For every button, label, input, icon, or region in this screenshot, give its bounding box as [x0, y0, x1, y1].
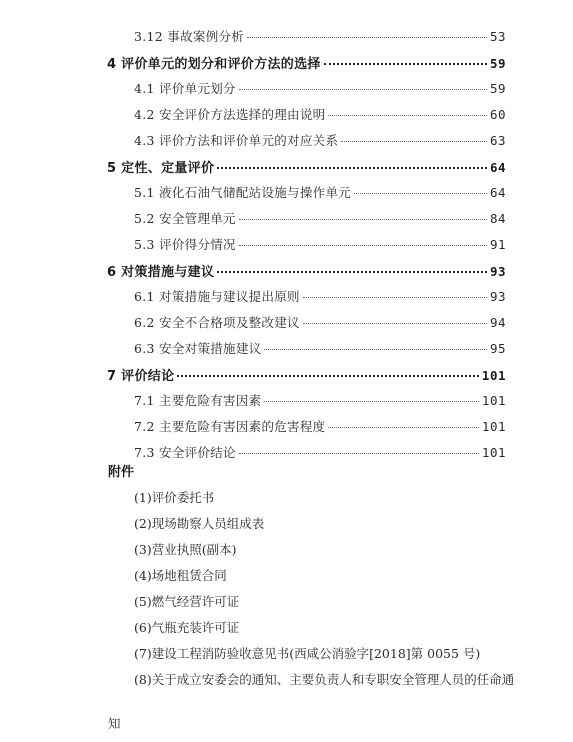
- toc-chapter-7: [107, 365, 506, 387]
- toc-chapter-4: [107, 53, 506, 75]
- toc-entry-label: 6.2 安全不合格项及整改建议: [134, 315, 300, 330]
- appendix-item: (2)现场勘察人员组成表: [134, 516, 265, 531]
- appendix-item: (1)评价委托书: [134, 490, 215, 505]
- appendix-item: (7)建设工程消防验收意见书(西咸公消验字[2018]第 0055 号): [134, 646, 481, 661]
- appendix-item: (4)场地租赁合同: [134, 568, 227, 583]
- toc-entry-page: 95: [489, 341, 506, 356]
- toc-chapter-page: 101: [481, 368, 506, 383]
- dot-leader: [239, 245, 487, 246]
- toc-entry-page: 60: [489, 107, 506, 122]
- dot-leader: [239, 453, 479, 454]
- toc-entry-4-1: [134, 79, 506, 101]
- toc-chapter-label: 6 对策措施与建议: [107, 265, 215, 280]
- dot-leader: [328, 427, 478, 428]
- toc-chapter-label: 5 定性、定量评价: [107, 161, 215, 176]
- toc-entry-label: 5.2 安全管理单元: [134, 211, 236, 226]
- toc-entry-4-2: [134, 105, 506, 127]
- dot-leader: [303, 297, 487, 298]
- toc-entry-page: 63: [489, 133, 506, 148]
- toc-entry-7-3: [134, 443, 506, 465]
- toc-entry-6-2: [134, 313, 506, 335]
- toc-entry-page: 64: [489, 185, 506, 200]
- toc-entry-6-1: [134, 287, 506, 309]
- toc-entry-label: 4.2 安全评价方法选择的理由说明: [134, 107, 326, 122]
- toc-entry-page: 91: [489, 237, 506, 252]
- toc-chapter-label: 7 评价结论: [107, 369, 175, 384]
- dot-leader: [217, 167, 487, 169]
- appendix-heading: 附件: [108, 465, 135, 480]
- toc-entry-page: 53: [489, 29, 506, 44]
- dot-leader: [247, 37, 487, 38]
- toc-entry-5-1: [134, 183, 506, 205]
- toc-entry-5-3: [134, 235, 506, 257]
- toc-entry-page: 101: [481, 419, 506, 434]
- toc-entry-page: 93: [489, 289, 506, 304]
- dot-leader: [239, 89, 487, 90]
- appendix-item: (6)气瓶充装许可证: [134, 620, 240, 635]
- toc-entry-label: 5.3 评价得分情况: [134, 237, 236, 252]
- toc-entry-7-2: [134, 417, 506, 439]
- toc-chapter-page: 59: [489, 56, 506, 71]
- dot-leader: [264, 401, 478, 402]
- appendix-item-continuation: 知: [108, 716, 121, 731]
- toc-entry-label: 7.2 主要危险有害因素的危害程度: [134, 419, 326, 434]
- toc-entry-page: 84: [489, 211, 506, 226]
- dot-leader: [264, 349, 486, 350]
- toc-chapter-label: 4 评价单元的划分和评价方法的选择: [107, 57, 321, 72]
- toc-entry-label: 6.1 对策措施与建议提出原则: [134, 289, 300, 304]
- toc-entry-page: 101: [481, 445, 506, 460]
- appendix-item: (8)关于成立安委会的通知、主要负责人和专职安全管理人员的任命通: [134, 672, 515, 687]
- dot-leader: [328, 115, 486, 116]
- toc-entry-label: 4.3 评价方法和评价单元的对应关系: [134, 133, 339, 148]
- toc-entry-label: 6.3 安全对策措施建议: [134, 341, 262, 356]
- toc-entry-6-3: [134, 339, 506, 361]
- dot-leader: [341, 141, 487, 142]
- toc-entry-page: 101: [481, 393, 506, 408]
- appendix-item: (3)营业执照(副本): [134, 542, 237, 557]
- toc-entry-5-2: [134, 209, 506, 231]
- toc-chapter-page: 93: [489, 264, 506, 279]
- dot-leader: [217, 271, 487, 273]
- toc-entry-label: 4.1 评价单元划分: [134, 81, 236, 96]
- toc-entry-label: 7.1 主要危险有害因素: [134, 393, 262, 408]
- toc-entry-label: 5.1 液化石油气储配站设施与操作单元: [134, 185, 352, 200]
- toc-entry-label: 3.12 事故案例分析: [134, 29, 245, 44]
- dot-leader: [324, 63, 487, 65]
- toc-chapter-page: 64: [489, 160, 506, 175]
- dot-leader: [239, 219, 487, 220]
- toc-chapter-5: [107, 157, 506, 179]
- dot-leader: [177, 375, 479, 377]
- toc-entry-page: 59: [489, 81, 506, 96]
- dot-leader: [354, 193, 487, 194]
- toc-entry-page: 94: [489, 315, 506, 330]
- appendix-item: (5)燃气经营许可证: [134, 594, 240, 609]
- toc-entry-label: 7.3 安全评价结论: [134, 445, 236, 460]
- toc-entry-3-12: [134, 27, 506, 49]
- toc-entry-7-1: [134, 391, 506, 413]
- dot-leader: [303, 323, 487, 324]
- toc-entry-4-3: [134, 131, 506, 153]
- toc-chapter-6: [107, 261, 506, 283]
